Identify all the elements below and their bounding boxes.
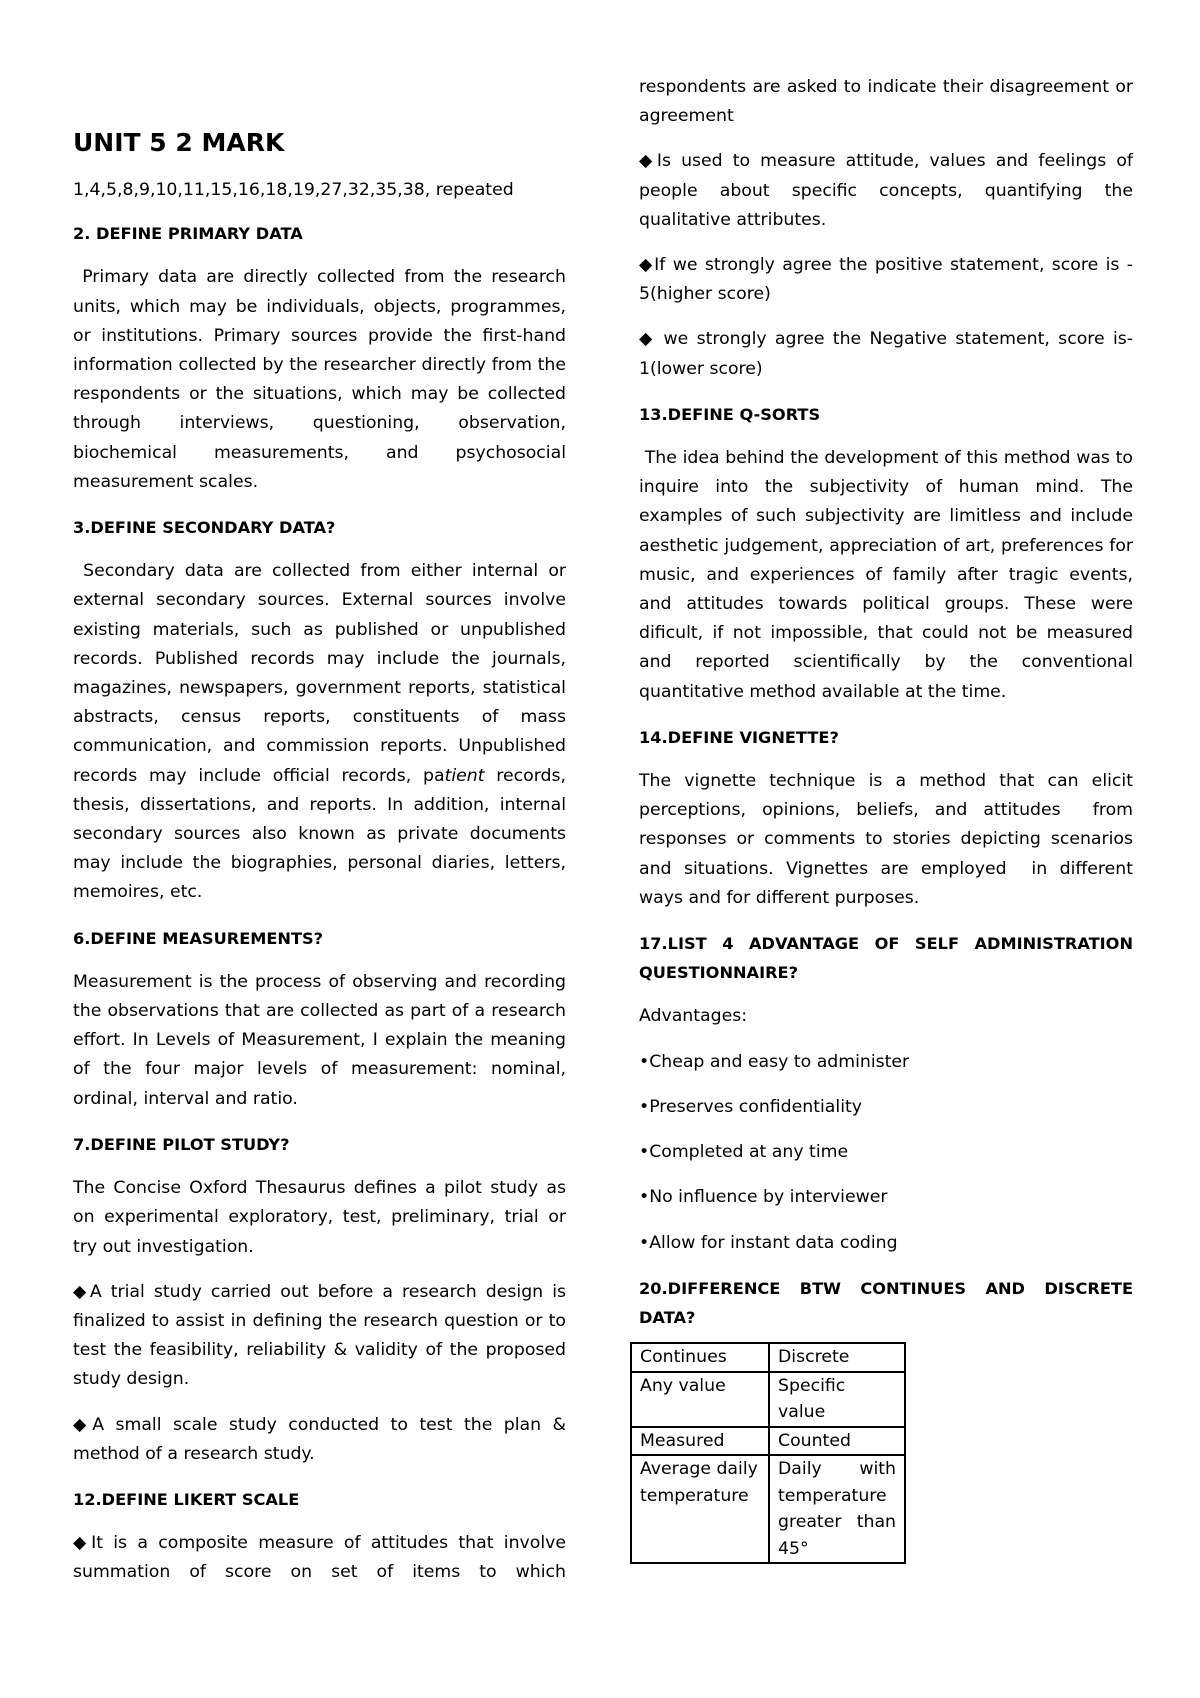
advantage-item: •Cheap and easy to administer: [639, 1051, 910, 1072]
heading-self-admin-questionnaire: 17.LIST 4 ADVANTAGE OF SELF ADMINISTRATION QUESTIONNAIRE?: [639, 934, 1133, 983]
table-cell: Specific value: [769, 1372, 905, 1427]
heading-vignette: 14.DEFINE VIGNETTE?: [639, 727, 839, 747]
heading-measurements: 6.DEFINE MEASUREMENTS?: [73, 928, 324, 948]
right-column: [639, 73, 1139, 1564]
table-cell: Counted: [769, 1427, 905, 1456]
secondary-text-italic: tient: [444, 765, 485, 786]
advantages-intro: Advantages:: [639, 1006, 748, 1027]
question-numbers: 1,4,5,8,9,10,11,15,16,18,19,27,32,35,38, repeated: [73, 180, 514, 200]
advantage-item: •Completed at any time: [639, 1142, 849, 1163]
heading-likert-scale: 12.DEFINE LIKERT SCALE: [73, 1489, 300, 1509]
continuous-discrete-table: [630, 1342, 906, 1564]
heading-pilot-study: 7.DEFINE PILOT STUDY?: [73, 1134, 290, 1154]
likert-point-1-continued: respondents are asked to indicate their disagreement or agreement: [639, 77, 1133, 127]
vignette-text: The vignette technique is a method that can elicit perceptions, opinions, beliefs, and attitudes from responses or comments to stories depicting scenarios and situations. Vignettes are employed in different ways and for different purposes.: [639, 771, 1139, 908]
table-row: [631, 1372, 905, 1427]
primary-data-text: Primary data are directly collected from the research units, which may be individuals, objects, programmes, or institutions. Primary sources provide the first-hand information collected by the researcher directly from the respondents or the situations, which may be collected through interviews, questioning, observation, biochemical measurements, and psychosocial measurement scales.: [73, 267, 572, 492]
heading-secondary-data: 3.DEFINE SECONDARY DATA?: [73, 518, 336, 538]
table-cell: Measured: [631, 1427, 769, 1456]
measurements-text: Measurement is the process of observing and recording the observations that are collected as part of a research effort. In Levels of Measurement, I explain the meaning of the four major levels of measurement: nominal, ordinal, interval and ratio.: [73, 971, 566, 1109]
pilot-study-text: The Concise Oxford Thesaurus defines a pilot study as on experimental exploratory, test, preliminary, trial or try out investigation.: [73, 1178, 566, 1257]
left-column: [73, 128, 572, 1604]
heading-primary-data: 2. DEFINE PRIMARY DATA: [73, 224, 303, 244]
advantage-item: •Allow for instant data coding: [639, 1232, 898, 1253]
pilot-study-point-1: ◆A trial study carried out before a research design is finalized to assist in defining the research question or to test the feasibility, reliability & validity of the proposed study design.: [73, 1281, 566, 1390]
pilot-study-point-2: ◆A small scale study conducted to test the plan & method of a research study.: [73, 1414, 566, 1464]
table-row: [631, 1427, 905, 1456]
table-header-cell: Continues: [631, 1343, 769, 1372]
table-cell: Any value: [631, 1372, 769, 1427]
likert-point-3: ◆If we strongly agree the positive statement, score is - 5(higher score): [639, 255, 1133, 305]
advantage-item: •No influence by interviewer: [639, 1187, 888, 1208]
table-header-cell: Discrete: [769, 1343, 905, 1372]
q-sorts-text: The idea behind the development of this method was to inquire into the subjectivity of human mind. The examples of such subjectivity are limitless and include aesthetic judgement, appreciation of art, preferences for music, and experiences of family after tragic events, and attitudes towards political groups. These were dificult, if not impossible, that could not be measured and reported scientifically by the conventional quantitative method available at the time.: [639, 448, 1139, 702]
secondary-text-part-a: Secondary data are collected from either internal or external secondary sources. External sources involve existing materials, such as published or unpublished records. Published records may include the journals, magazines, newspapers, government reports, statistical abstracts, census reports, constituents of mass communication, and commission reports. Unpublished records may include official records, pa: [73, 561, 572, 786]
table-header-row: [631, 1343, 905, 1372]
secondary-data-text: [73, 557, 572, 907]
likert-point-1-start: ◆It is a composite measure of attitudes that involve summation of score on set of items to which: [73, 1533, 566, 1583]
likert-point-4: ◆ we strongly agree the Negative statement, score is- 1(lower score): [639, 329, 1133, 379]
table-cell: Daily with temperature greater than 45°: [769, 1455, 905, 1563]
page-title: UNIT 5 2 MARK: [73, 128, 285, 157]
table-cell: Average daily temperature: [631, 1455, 769, 1563]
heading-q-sorts: 13.DEFINE Q-SORTS: [639, 404, 821, 424]
likert-point-2: ◆Is used to measure attitude, values and feelings of people about specific concepts, quantifying the qualitative attributes.: [639, 151, 1133, 230]
advantage-item: •Preserves confidentiality: [639, 1096, 863, 1117]
heading-continuous-discrete: 20.DIFFERENCE BTW CONTINUES AND DISCRETE DATA?: [639, 1278, 1133, 1327]
table-row: [631, 1455, 905, 1563]
secondary-text-part-b: records, thesis, dissertations, and reports. In addition, internal secondary sources also known as private documents may include the biographies, personal diaries, letters, memoires, etc.: [73, 765, 572, 903]
